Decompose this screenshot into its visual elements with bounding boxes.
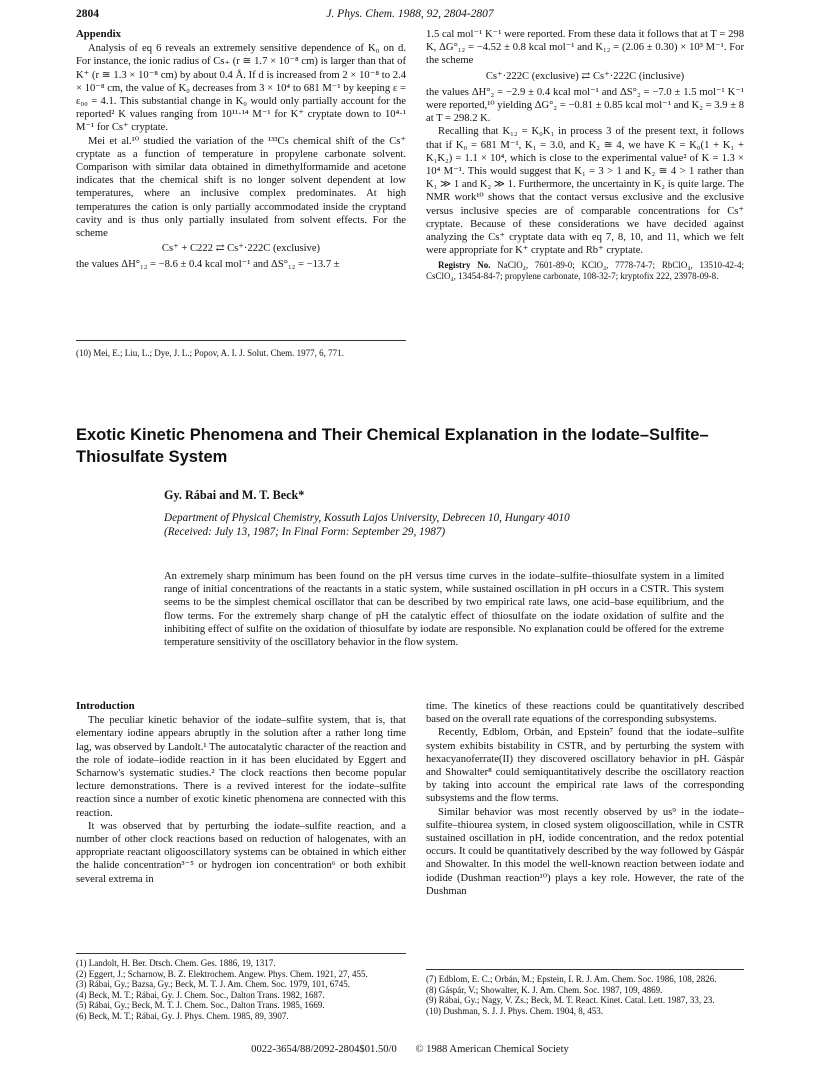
- reaction-scheme: Cs⁺·222C (exclusive) ⇄ Cs⁺·222C (inclusive): [485, 70, 685, 82]
- footnotes-left: [76, 958, 406, 1022]
- footnote-divider: [76, 340, 406, 341]
- affiliation-block: [164, 512, 724, 540]
- page-footer: [0, 1044, 820, 1055]
- introduction-heading: Introduction: [76, 700, 135, 712]
- appendix-section: [76, 28, 406, 272]
- footnotes-right: [426, 974, 744, 1016]
- body-paragraph: Recalling that K₁₂ = K₀K₁ in process 3 of the present text, it follows that if K₀ = 681 M⁻¹, K₁ = 3.0, and K₂ ≅ 4, we have K = K₀(1 + K₁ + K₁K₂) = 1.1 × 10⁴, which is close to the experimental value² of K = 1.3 × 10⁴ M⁻¹. This would suggest that K₁ = 3 > 1 and K₂ ≅ 4 > 1 rather than K₁ ≫ 1 and K₂ ≫ 1. Furthermore, the uncertainty in K₂ is quite large. The NMR work¹⁰ shows that the contact versus exclusive and the exclusive versus inclusive species are of comparable concentrations for Cs⁺ cryptate. Because of these considerations we have decided against analyzing the Cs⁺ cryptate data with eq 7, 8, 10, and 11, which we felt were appropriate for K⁺ cryptate and Rb⁺ cryptate.: [426, 126, 744, 257]
- appendix-paragraph: the values ΔH°₁₂ = −8.6 ± 0.4 kcal mol⁻¹ and ΔS°₁₂ = −13.7 ±: [76, 259, 340, 271]
- received-dates: (Received: July 13, 1987; In Final Form: September 29, 1987): [164, 525, 446, 538]
- appendix-heading: Appendix: [76, 28, 122, 40]
- introduction-right: [426, 700, 744, 898]
- footnote: (7) Edblom, E. C.; Orbán, M.; Epstein, I. R. J. Am. Chem. Soc. 1986, 108, 2826.: [426, 974, 717, 984]
- copyright-notice: © 1988 American Chemical Society: [415, 1044, 569, 1055]
- footnote: (6) Beck, M. T.; Rábai, Gy. J. Phys. Chem. 1985, 89, 3907.: [76, 1010, 289, 1021]
- footnote: (4) Beck, M. T.; Rábai, Gy. J. Chem. Soc., Dalton Trans. 1982, 1687.: [76, 989, 325, 1000]
- article-code: 0022-3654/88/2092-2804$01.50/0: [251, 1044, 397, 1055]
- footnote: (9) Rábai, Gy.; Nagy, V. Zs.; Beck, M. T. React. Kinet. Catal. Lett. 1987, 33, 23.: [426, 995, 715, 1006]
- appendix-paragraph: Analysis of eq 6 reveals an extremely sensitive dependence of K₀ on d. For instance, the ionic radius of Cs₊ (r ≅ 1.7 × 10⁻⁸ cm) is larger than that of K⁺ (r ≅ 1.3 × 10⁻⁸ cm) by about 0.4 Å. If d is increased from 2 × 10⁻⁸ to 2.4 × 10⁻⁸ cm, the value of K₀ decreases from 3 × 10⁴ to 681 M⁻¹ by keeping ε = ε₀₀ = 4.1. This substantial change in K₀ would only partially account for the reported² K values ranging from 10¹¹·¹⁴ M⁻¹ for K⁺ cryptate down to 10⁴·¹ M⁻¹ for Cs⁺ cryptate.: [76, 43, 406, 134]
- introduction-left: [76, 700, 406, 886]
- appendix-footnote: (10) Mei, E.; Liu, L.; Dye, J. L.; Popov, A. I. J. Solut. Chem. 1977, 6, 771.: [76, 348, 344, 358]
- footnote: (3) Rábai, Gy.; Bazsa, Gy.; Beck, M. T. J. Am. Chem. Soc. 1979, 101, 6745.: [76, 979, 350, 990]
- body-paragraph: 1.5 cal mol⁻¹ K⁻¹ were reported. From these data it follows that at T = 298 K, ΔG°₁₂ = −4.52 ± 0.8 kcal mol⁻¹ and K₁₂ = (2.06 ± 0.30) × 10³ M⁻¹. For the scheme: [426, 29, 744, 67]
- registry-text: NaClO₄, 7601-89-0; KClO₄, 7778-74-7; RbClO₄, 13510-42-4; CsClO₄, 13454-84-7; propylene carbonate, 108-32-7; kryptofix 222, 23978-09-8.: [426, 260, 744, 282]
- registry-numbers: [426, 260, 744, 281]
- page-number: 2804: [76, 8, 99, 20]
- article-authors: Gy. Rábai and M. T. Beck*: [164, 488, 305, 502]
- registry-label: Registry No.: [438, 260, 491, 271]
- body-paragraph: It was observed that by perturbing the iodate–sulfite reaction, and a number of other clock reactions based on reduction of halogenates, with an appropriate reactant oligooscillatory systems can be obtained in which either the halide concentration³⁻⁵ or hydrogen ion concentration⁶ or both exhibit several extrema in: [76, 820, 406, 885]
- footnote: (1) Landolt, H. Ber. Dtsch. Chem. Ges. 1886, 19, 1317.: [76, 958, 276, 968]
- body-paragraph: The peculiar kinetic behavior of the iodate–sulfite system, that is, that elementary iodine appears abruptly in the solution after a rather long time lag, was observed by Landolt.¹ The autocatalytic character of the reaction and the role of iodate–iodide reaction in it has been elucidated by Eggert and Scharnow's systematic studies.² The clock reactions then become popular lecture demonstrations. There is a revived interest for the iodate–sulfite reaction since a number of exotic kinetic phenomena are connected with this reaction.: [76, 715, 406, 819]
- journal-citation: J. Phys. Chem. 1988, 92, 2804-2807: [326, 8, 494, 20]
- footnote: (5) Rábai, Gy.; Beck, M. T. J. Chem. Soc., Dalton Trans. 1985, 1669.: [76, 1000, 325, 1011]
- article-title: Exotic Kinetic Phenomena and Their Chemical Explanation in the Iodate–Sulfite–Thiosulfate System: [76, 426, 709, 466]
- appendix-continued: [426, 28, 744, 282]
- body-paragraph: time. The kinetics of these reactions could be quantitatively described based on the overall rate equations of the corresponding subsystems.: [426, 701, 744, 726]
- body-paragraph: Recently, Edblom, Orbán, and Epstein⁷ found that the iodate–sulfite system exhibits bistability in CSTR, and by perturbing the system with hexacyanoferrate(II) they discovered oscillatory behavior in pH. Gáspár and Showalter⁸ could semiquantitatively describe the oscillatory reaction by taking into account the empirical rate laws of the corresponding subsystems and the flow terms.: [426, 727, 744, 805]
- reaction-scheme: Cs⁺ + C222 ⇄ Cs⁺·222C (exclusive): [161, 243, 321, 255]
- footnote: (10) Dushman, S. J. J. Phys. Chem. 1904, 8, 453.: [426, 1005, 604, 1016]
- footnote-divider: [426, 969, 744, 970]
- abstract: An extremely sharp minimum has been found on the pH versus time curves in the iodate–sulfite–thiosulfate system in a limited range of initial concentrations of the reactants in a static system, while sustained oscillation in pH occurs in a CSTR. This system seems to be the simplest chemical oscillator that can be described by two empirical rate laws, one acid–base equilibrium, and the flow terms. For the extremely sharp change of pH the catalytic effect of thiosulfate on the iodate oxidation of sulfite and the inhibiting effect of sulfite on the oxidation of thiosulfate by iodate are responsible. No explanation could be offered for the extreme temperature sensitivity of the oscillatory behavior in the flow system.: [164, 571, 724, 649]
- footnote-divider: [76, 953, 406, 954]
- appendix-paragraph: Mei et al.¹⁰ studied the variation of the ¹³³Cs chemical shift of the Cs⁺ cryptate as a function of temperature in propylene carbonate solvent. Comparison with similar data obtained in dimethylformamide and acetone indicates that the chemical shift is no longer solvent dependent at low temperatures, where an inclusive complex predominates. At high temperatures the cation is only partially accommodated inside the cryptand cavity and is thus only partially insulated from solvent effects. For the scheme: [76, 135, 406, 240]
- body-paragraph: Similar behavior was most recently observed by us⁹ in the iodate–sulfite–thiourea system, in closed system oligooscillation, while in CSTR sustained oscillation in pH, iodide concentration, and the redox potential occurs. It could be quantitatively described by the way followed by Gáspár and Showalter. In this model the well-known reaction between iodate and iodide (Dushman reaction¹⁰) plays a key role. However, the rate of the Dushman: [426, 806, 744, 897]
- footnote: (2) Eggert, J.; Scharnow, B. Z. Elektrochem. Angew. Phys. Chem. 1921, 27, 455.: [76, 968, 368, 979]
- footnote: (8) Gáspár, V.; Showalter, K. J. Am. Chem. Soc. 1987, 109, 4869.: [426, 984, 663, 995]
- body-paragraph: the values ΔH°₂ = −2.9 ± 0.4 kcal mol⁻¹ and ΔS°₂ = −7.0 ± 1.5 mol⁻¹ K⁻¹ were reported,¹⁰ yielding ΔG°₂ = −0.81 ± 0.85 kcal mol⁻¹ and K₂ = 3.9 ± 8 at T = 298.2 K.: [426, 86, 744, 125]
- affiliation: Department of Physical Chemistry, Kossuth Lajos University, Debrecen 10, Hungary 4010: [164, 512, 570, 524]
